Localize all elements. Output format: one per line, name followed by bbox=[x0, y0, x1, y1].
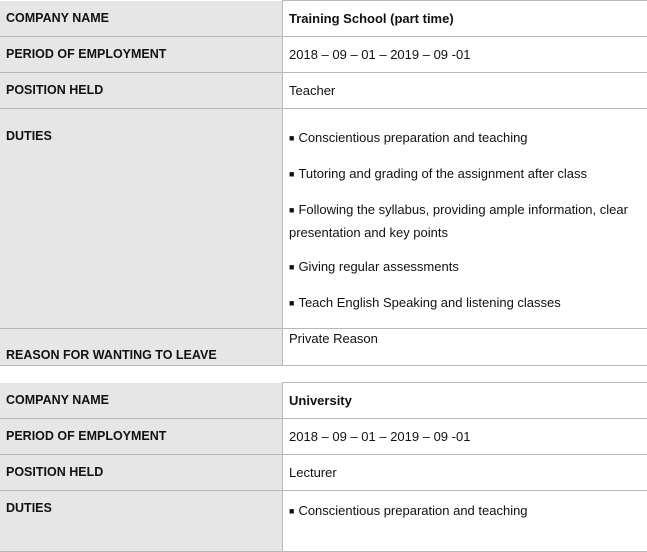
duty-item: ■ Conscientious preparation and teaching bbox=[289, 500, 647, 523]
position-value: Teacher bbox=[283, 73, 647, 109]
duties-row bbox=[0, 109, 647, 329]
square-bullet-icon: ■ bbox=[289, 169, 294, 179]
company-label: COMPANY NAME bbox=[0, 383, 283, 419]
position-value: Lecturer bbox=[283, 455, 647, 491]
duties-label: DUTIES bbox=[0, 491, 283, 552]
company-row bbox=[0, 383, 647, 419]
duties-value bbox=[283, 491, 647, 552]
square-bullet-icon: ■ bbox=[289, 298, 294, 308]
duty-item: ■ Tutoring and grading of the assignment after class bbox=[289, 163, 647, 186]
employment-table-2 bbox=[0, 382, 647, 552]
period-row bbox=[0, 419, 647, 455]
position-label: POSITION HELD bbox=[0, 455, 283, 491]
duty-item: ■ Following the syllabus, providing ample information, clear presentation and key points bbox=[289, 199, 647, 243]
duty-item: ■ Teach English Speaking and listening classes bbox=[289, 292, 647, 315]
duty-item: ■ Conscientious preparation and teaching bbox=[289, 127, 647, 150]
company-label: COMPANY NAME bbox=[0, 1, 283, 37]
square-bullet-icon: ■ bbox=[289, 133, 294, 143]
reason-label: REASON FOR WANTING TO LEAVE bbox=[0, 329, 283, 366]
duties-row bbox=[0, 491, 647, 552]
period-value: 2018 – 09 – 01 – 2019 – 09 -01 bbox=[283, 37, 647, 73]
position-row bbox=[0, 73, 647, 109]
position-label: POSITION HELD bbox=[0, 73, 283, 109]
period-value: 2018 – 09 – 01 – 2019 – 09 -01 bbox=[283, 419, 647, 455]
reason-value: Private Reason bbox=[283, 329, 647, 366]
square-bullet-icon: ■ bbox=[289, 205, 294, 215]
duties-label: DUTIES bbox=[0, 109, 283, 329]
duties-value bbox=[283, 109, 647, 329]
square-bullet-icon: ■ bbox=[289, 506, 294, 516]
company-value: University bbox=[283, 383, 647, 419]
period-label: PERIOD OF EMPLOYMENT bbox=[0, 419, 283, 455]
reason-row bbox=[0, 329, 647, 366]
company-value: Training School (part time) bbox=[283, 1, 647, 37]
period-row bbox=[0, 37, 647, 73]
duty-item: ■ Giving regular assessments bbox=[289, 256, 647, 279]
company-row bbox=[0, 1, 647, 37]
square-bullet-icon: ■ bbox=[289, 262, 294, 272]
position-row bbox=[0, 455, 647, 491]
period-label: PERIOD OF EMPLOYMENT bbox=[0, 37, 283, 73]
